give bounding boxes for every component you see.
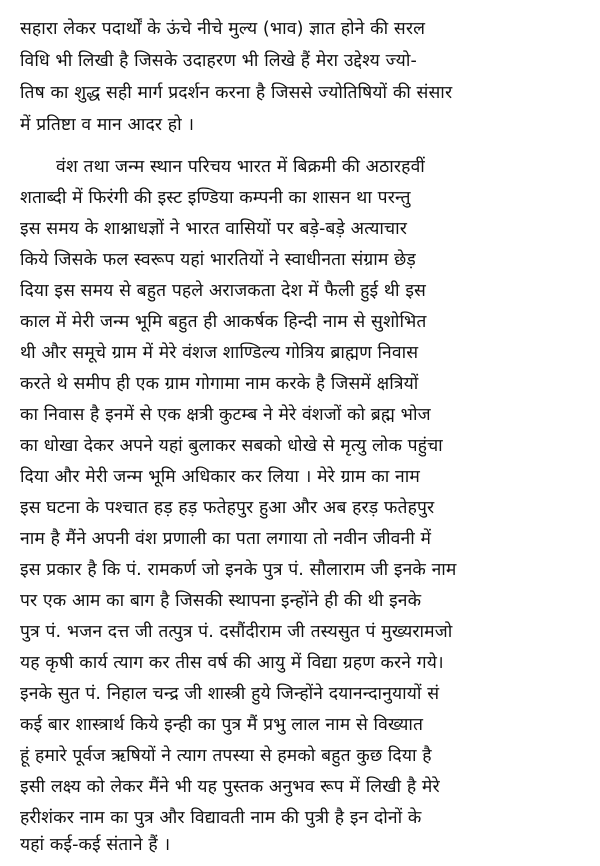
text-line: किये जिसके फल स्वरूप यहां भारतियों ने स्वाधीनता संग्राम छेड़ [20, 250, 416, 270]
text-line: इस प्रकार है कि पं. रामकर्ण जो इनके पुत्र पं. सौलाराम जी इनके नाम [20, 560, 457, 580]
text-line: यहां कई-कई संताने हैं । [20, 835, 171, 855]
text-line: नाम है मैंने अपनी वंश प्रणाली का पता लगाया तो नवीन जीवनी में [20, 529, 432, 549]
text-line: विधि भी लिखी है जिसके उदाहरण भी लिखे हैं मेरा उद्देश्य ज्यो- [20, 51, 417, 71]
text-line: काल में मेरी जन्म भूमि बहुत ही आकर्षक हिन्दी नाम से सुशोभित [20, 312, 427, 332]
text-line: इनके सुत पं. निहाल चन्द्र जी शास्त्री हुये जिन्होंने दयानन्दानुयायों सं [20, 684, 440, 704]
text-line: यह कृषी कार्य त्याग कर तीस वर्ष की आयु में विद्या ग्रहण करने गये। [20, 653, 444, 673]
text-line: पर एक आम का बाग है जिसकी स्थापना इन्होंने ही की थी इनके [20, 591, 422, 611]
text-line: हरीशंकर नाम का पुत्र और विद्यावती नाम की पुत्री है इन दोनों के [20, 808, 422, 828]
text-line: इसी लक्ष्य को लेकर मैंने भी यह पुस्तक अनुभव रूप में लिखी है मेरे [20, 777, 440, 797]
text-line: शताब्दी में फिरंगी की इस्ट इण्डिया कम्पनी का शासन था परन्तु [20, 188, 411, 208]
text-line: में प्रतिष्टा व मान आदर हो । [20, 115, 195, 135]
text-line: थी और समूचे ग्राम में मेरे वंशज शाण्डिल्य गोत्रिय ब्राह्मण निवास [20, 343, 419, 363]
text-line: हूं हमारे पूर्वज ऋषियों ने त्याग तपस्या से हमको बहुत कुछ दिया है [20, 746, 432, 766]
text-line: करते थे समीप ही एक ग्राम गोगामा नाम करके है जिसमें क्षत्रियों [20, 374, 419, 394]
text-line: दिया इस समय से बहुत पहले अराजकता देश में फैली हुई थी इस [20, 281, 426, 301]
text-line: इस घटना के पश्चात हड़ हड़ फतेहपुर हुआ और अब हरड़ फतेहपुर [20, 498, 435, 518]
text-line: का धोखा देकर अपने यहां बुलाकर सबको धोखे से मृत्यु लोक पहुंचा [20, 436, 443, 456]
text-line: पुत्र पं. भजन दत्त जी तत्पुत्र पं. दसौंदीराम जी तस्यसुत पं मुख्यरामजो [20, 622, 453, 642]
text-line: इस समय के शाश्नाधज्ञों ने भारत वासियों पर बड़े-बड़े अत्याचार [20, 219, 408, 239]
text-line: कई बार शास्त्रार्थ किये इन्ही का पुत्र मैं प्रभु लाल नाम से विख्यात [20, 715, 424, 735]
text-line: सहारा लेकर पदार्थों के ऊंचे नीचे मुल्य (भाव) ज्ञात होने की सरल [20, 19, 426, 39]
text-line: का निवास है इनमें से एक क्षत्री कुटम्ब ने मेरे वंशजों को ब्रह्म भोज [20, 405, 431, 425]
text-line: तिष का शुद्ध सही मार्ग प्रदर्शन करना है जिससे ज्योतिषियों की संसार [20, 83, 453, 103]
text-line: वंश तथा जन्म स्थान परिचय भारत में बिक्रमी की अठारहवीं [56, 157, 425, 177]
text-line: दिया और मेरी जन्म भूमि अधिकार कर लिया । मेरे ग्राम का नाम [20, 467, 420, 487]
